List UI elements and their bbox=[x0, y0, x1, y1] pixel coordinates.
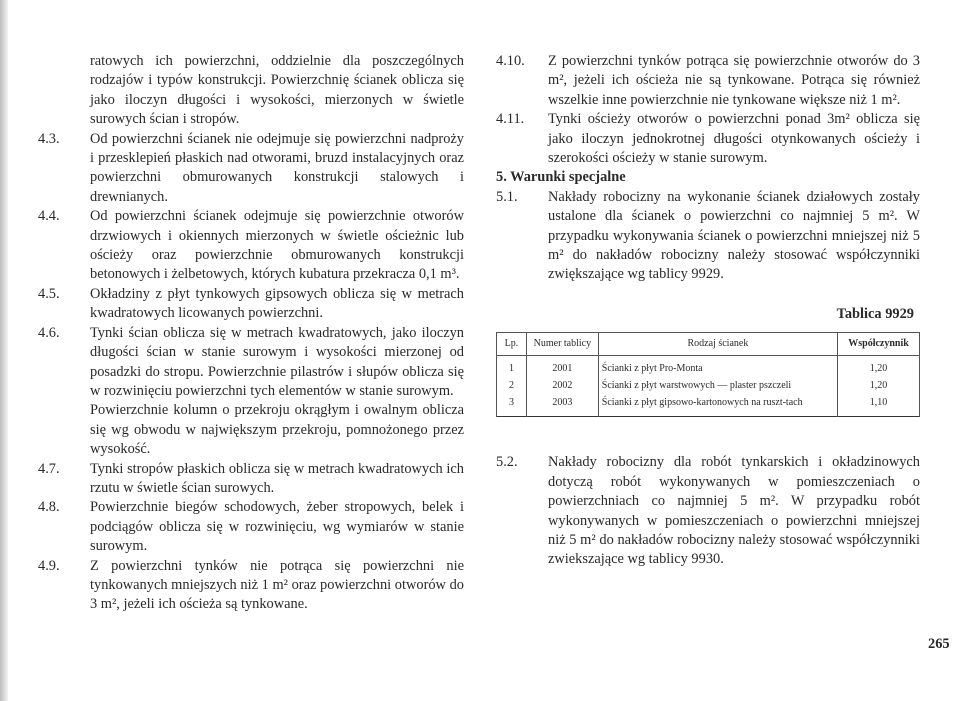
paragraph-intro bbox=[38, 52, 464, 130]
cell-table-number: 2001 bbox=[526, 356, 598, 377]
paragraph-4-9 bbox=[38, 557, 464, 615]
paragraph-number: 4.9. bbox=[38, 557, 60, 574]
cell-coefficient: 1,10 bbox=[838, 393, 920, 417]
paragraph-number: 4.10. bbox=[496, 53, 525, 69]
left-column bbox=[38, 52, 464, 615]
cell-coefficient: 1,20 bbox=[838, 356, 920, 377]
paragraph-4-11 bbox=[496, 110, 920, 168]
paragraph-5-2 bbox=[496, 453, 920, 569]
paragraph-4-10 bbox=[496, 52, 920, 110]
paragraph-text: Od powierzchni ścianek odejmuje się powierzchnie otworów drzwiowych i okiennych mierzonych w świetle ościeżnic lub ościeży oraz powierzchnie obmurowanych konstrukcji betonowych i żelbetowych, których kubatura przekracza 0,1 m³. bbox=[90, 208, 464, 283]
paragraph-number: 4.6. bbox=[38, 324, 60, 341]
paragraph-4-6 bbox=[38, 324, 464, 402]
paragraph-5-1 bbox=[496, 188, 920, 285]
paragraph-number: 5.1. bbox=[496, 188, 518, 205]
paragraph-text: Powierzchnie biegów schodowych, żeber stropowych, belek i podciągów oblicza się w rozwinięciu, wg wymiarów w stanie surowym. bbox=[90, 499, 464, 555]
paragraph-text: Tynki stropów płaskich oblicza się w metrach kwadratowych ich rzutu w świetle ścian surowych. bbox=[90, 460, 464, 496]
paragraph-number: 4.8. bbox=[38, 499, 60, 516]
cell-wall-type: Ścianki z płyt Pro-Monta bbox=[598, 356, 837, 377]
paragraph-text: Z powierzchni tynków potrąca się powierzchnie otworów do 3 m², jeżeli ich ościeża nie są tynkowane. Potrąca się również wszelkie inne powierzchnie nie tynkowane większe niż 1 m². bbox=[548, 53, 920, 108]
book-binding-shadow bbox=[0, 0, 8, 701]
paragraph-text: Nakłady robocizny dla robót tynkarskich i okładzinowych dotyczą robót wykonywanych w pomieszczeniach o powierzchniach co najmniej 5 m². W przypadku robót wykonywanych w pomieszczeniach o powierzchni mniejszej niż 5 m² do nakładów robocizny należy stosować współczynniki zwiekszające wg tablicy 9930. bbox=[548, 454, 920, 568]
paragraph-4-7 bbox=[38, 460, 464, 499]
paragraph-number: 5.2. bbox=[496, 454, 518, 471]
cell-lp: 2 bbox=[497, 376, 527, 393]
cell-coefficient: 1,20 bbox=[838, 376, 920, 393]
cell-table-number: 2002 bbox=[526, 376, 598, 393]
paragraph-text: Z powierzchni tynków nie potrąca się powierzchni nie tynkowanych mniejszych niż 1 m² oraz powierzchni otworów do 3 m², jeżeli ich ościeża są tynkowane. bbox=[90, 557, 464, 613]
header-coefficient: Współczynnik bbox=[838, 333, 920, 356]
paragraph-number: 4.7. bbox=[38, 460, 60, 477]
paragraph-text: Powierzchnie kolumn o przekroju okrągłym i owalnym oblicza się wg obwodu w największym przekroju, pomnożonego przez wysokość. bbox=[90, 402, 464, 458]
table-row bbox=[497, 356, 920, 377]
paragraph-4-5 bbox=[38, 285, 464, 324]
paragraph-text: Nakłady robocizny na wykonanie ścianek działowych zostały ustalone dla ścianek o powierzchni co najmniej 5 m². W przypadku wykonywania ścianek o powierzchni mniejszej niż 5 m² do nakładów robocizny należy stosować współczynniki zwiększające wg tablicy 9929. bbox=[548, 188, 920, 283]
header-wall-type: Rodzaj ścianek bbox=[598, 333, 837, 356]
table-header-row bbox=[497, 333, 920, 356]
paragraph-text: Od powierzchni ścianek nie odejmuje się powierzchni nadproży i przesklepień płaskich nad otworami, bruzd instalacyjnych oraz powierzchni obmurowanych konstrukcji stalowych i drewnianych. bbox=[90, 130, 464, 205]
paragraph-4-4 bbox=[38, 207, 464, 285]
paragraph-number: 4.11. bbox=[496, 111, 525, 128]
cell-lp: 3 bbox=[497, 393, 527, 417]
paragraph-number: 4.3. bbox=[38, 130, 60, 147]
cell-table-number: 2003 bbox=[526, 393, 598, 417]
right-column bbox=[496, 52, 920, 570]
paragraph-number: 4.4. bbox=[38, 208, 60, 225]
paragraph-4-8 bbox=[38, 498, 464, 556]
page-number: 265 bbox=[928, 636, 950, 652]
paragraph-4-3 bbox=[38, 130, 464, 208]
paragraph-text: Okładziny z płyt tynkowych gipsowych oblicza się w metrach kwadratowych licowanych powierzchni. bbox=[90, 285, 464, 322]
paragraph-text: Tynki ścian oblicza się w metrach kwadratowych, jako iloczyn długości ścian w stanie surowym i wysokości mierzonej od posadzki do stropu. Powierzchnie pilastrów i słupów oblicza się w rozwinięciu powierzchni tych elementów w stanie surowym. bbox=[90, 324, 464, 399]
paragraph-number: 4.5. bbox=[38, 285, 60, 302]
header-lp: Lp. bbox=[497, 333, 527, 356]
coefficient-table bbox=[496, 332, 920, 417]
paragraph-4-6-continued bbox=[38, 401, 464, 459]
paragraph-text: ratowych ich powierzchni, oddzielnie dla poszczególnych rodzajów i typów konstrukcji. Powierzchnię ścianek oblicza się jako iloczyn długości i wysokości, mierzonych w świetle surowych ścian i stropów. bbox=[90, 53, 464, 128]
header-table-number: Numer tablicy bbox=[526, 333, 598, 356]
cell-lp: 1 bbox=[497, 356, 527, 377]
cell-wall-type: Ścianki z płyt warstwowych — plaster pszczeli bbox=[598, 376, 837, 393]
table-row bbox=[497, 393, 920, 417]
table-caption: Tablica 9929 bbox=[836, 305, 914, 322]
paragraph-text: Tynki ościeży otworów o powierzchni ponad 3m² oblicza się jako iloczyn jednokrotnej długości otynkowanych ościeży i szerokości ościeży w stanie surowym. bbox=[548, 111, 920, 167]
cell-wall-type: Ścianki z płyt gipsowo-kartonowych na ruszt-tach bbox=[598, 393, 837, 417]
section-heading: 5. Warunki specjalne bbox=[496, 169, 626, 186]
table-row bbox=[497, 376, 920, 393]
